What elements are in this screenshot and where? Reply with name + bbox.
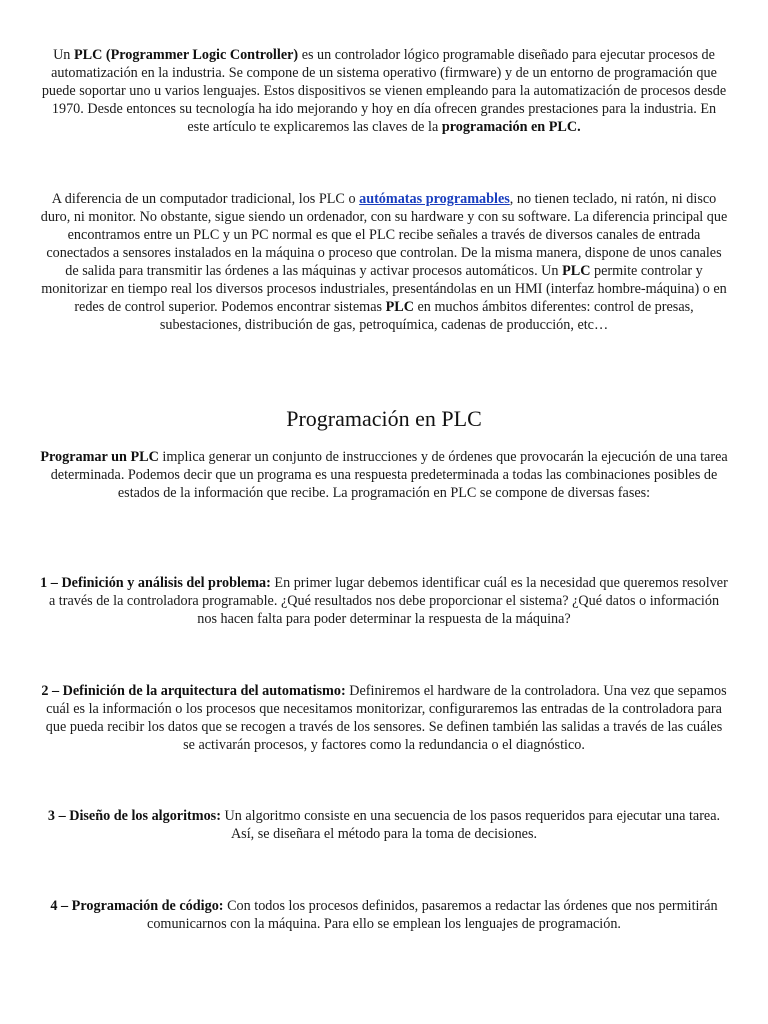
diferencia-text-1: A diferencia de un computador tradicional, los PLC o <box>51 191 360 207</box>
diferencia-plc-bold-2: PLC <box>385 299 414 315</box>
step-1-paragraph <box>40 574 728 628</box>
intro-text-2: es un controlador lógico programable diseñado para ejecutar procesos de automatización en la industria. Se compone de un sistema operativo (firmware) y de un entorno de programación que puede soportar uno u varios lenguajes. Estos dispositivos se vienen empleando para la automatización de procesos desde 1970. Desde entonces su tecnología ha ido mejorando y hoy en día ofrecen grandes prestaciones para la industria. En este artículo te explicaremos las claves de la <box>41 47 727 135</box>
intro-text-1: Un <box>53 47 74 63</box>
diferencia-plc-bold-1: PLC <box>562 263 591 279</box>
intro-programacion-bold: programación en PLC. <box>441 119 581 135</box>
programar-paragraph <box>40 448 728 502</box>
step-2-label: 2 – Definición de la arquitectura del automatismo: <box>41 683 346 699</box>
step-3-text: Un algoritmo consiste en una secuencia de los pasos requeridos para ejecutar una tarea. Así, se diseñara el método para la toma de decisiones. <box>220 808 721 842</box>
diferencia-paragraph <box>40 190 728 334</box>
diferencia-text-4: en muchos ámbitos diferentes: control de presas, subestaciones, distribución de gas, petroquímica, cadenas de producción, etc… <box>159 299 694 333</box>
step-2-text: Definiremos el hardware de la controladora. Una vez que sepamos cuál es la información o los procesos que necesitamos monitorizar, configuraremos las entradas de la controladora para que pueda recibir los datos que se recogen a través de los sensores. Se definen también las salidas a través de las cuáles se activarán procesos, y factores como la redundancia o el diagnóstico. <box>45 683 727 753</box>
programar-bold: Programar un PLC <box>40 449 159 465</box>
step-3-paragraph <box>40 807 728 843</box>
intro-plc-bold: PLC (Programmer Logic Controller) <box>73 47 299 63</box>
automatas-programables-link[interactable]: autómatas programables <box>359 191 510 207</box>
intro-paragraph <box>40 46 728 136</box>
diferencia-text-2: , no tienen teclado, ni ratón, ni disco duro, ni monitor. No obstante, sigue siendo un ordenador, con su hardware y con su software. La diferencia principal que encontramos entre un PLC y un PC normal es que el PLC recibe señales a través de diversos canales de entrada conectados a sensores instalados en la máquina o proceso que controlan. De la misma manera, dispone de unos canales de salida para transmitir las órdenes a las máquinas y activar procesos automáticos. Un <box>40 191 728 279</box>
step-1-text: En primer lugar debemos identificar cuál es la necesidad que queremos resolver a través de la controladora programable. ¿Qué resultados nos debe proporcionar el sistema? ¿Qué datos o información nos hacen falta para poder determinar la respuesta de la máquina? <box>48 575 728 627</box>
step-4-paragraph <box>40 897 728 933</box>
step-4-label: 4 – Programación de código: <box>50 898 224 914</box>
step-1-label: 1 – Definición y análisis del problema: <box>40 575 271 591</box>
step-4-text: Con todos los procesos definidos, pasaremos a redactar las órdenes que nos permitirán comunicarnos con la máquina. Para ello se emplean los lenguajes de programación. <box>147 898 718 932</box>
programar-text: implica generar un conjunto de instrucciones y de órdenes que provocarán la ejecución de una tarea determinada. Podemos decir que un programa es una respuesta predeterminada a todas las combinaciones posibles de estados de la información que recibe. La programación en PLC se compone de diversas fases: <box>50 449 728 501</box>
diferencia-text-3: permite controlar y monitorizar en tiempo real los diversos procesos industriales, presentándolas en un HMI (interfaz hombre-máquina) o en redes de control superior. Podemos encontrar sistemas <box>41 263 727 315</box>
step-3-label: 3 – Diseño de los algoritmos: <box>47 808 221 824</box>
step-2-paragraph <box>40 682 728 754</box>
section-heading: Programación en PLC <box>286 406 482 431</box>
